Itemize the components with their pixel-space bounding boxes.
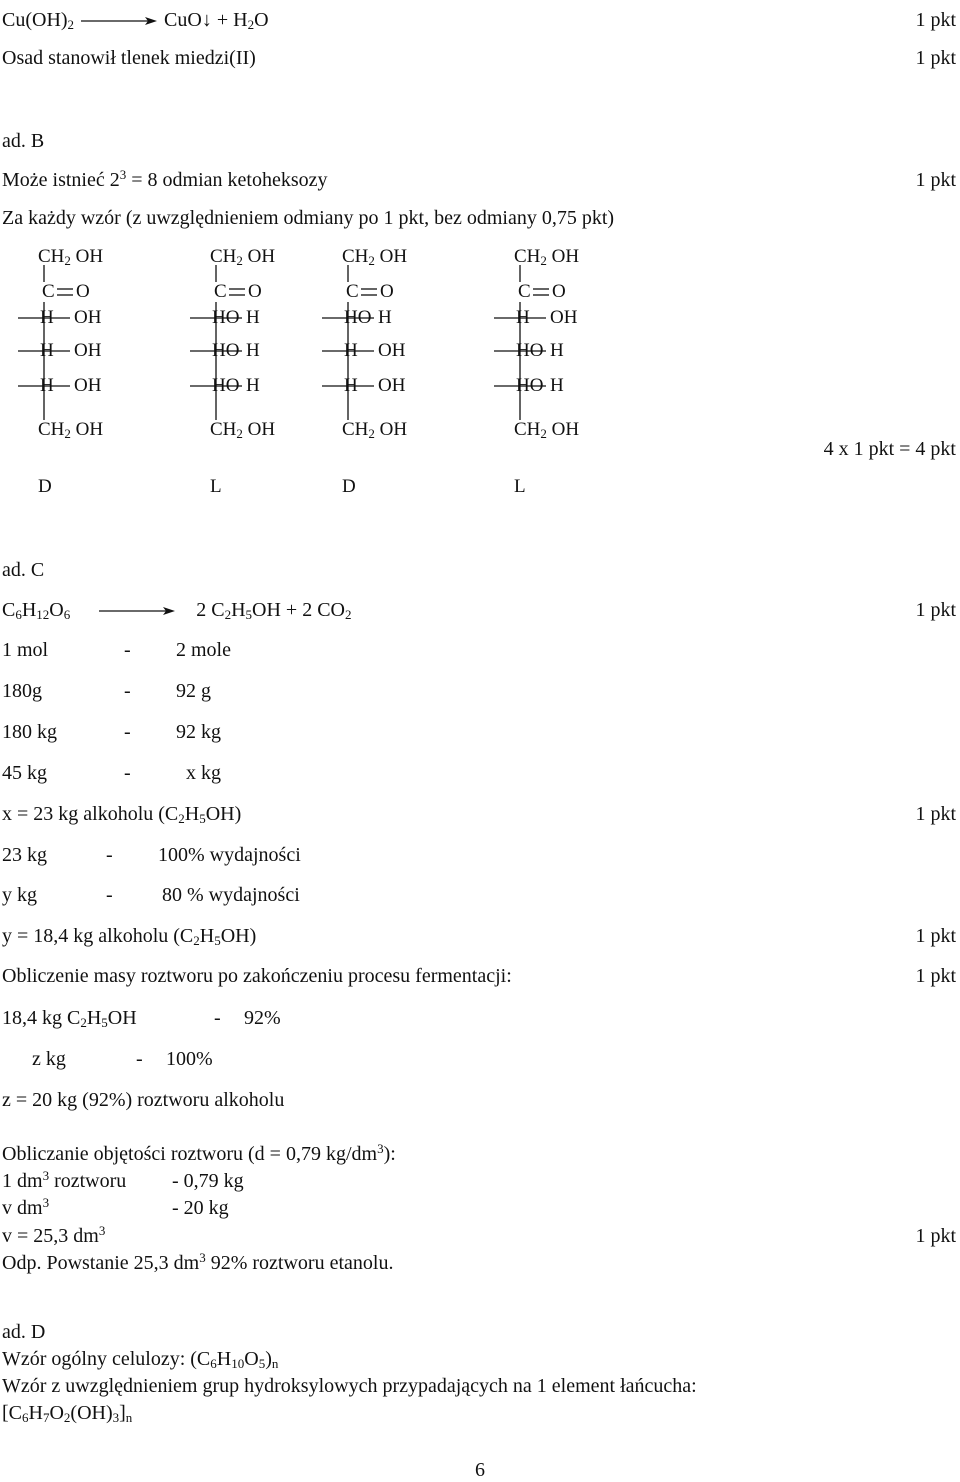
proportion-right: 92 kg [176,721,221,743]
subscript: 2 [63,1410,71,1425]
ch2oh-bottom: $CH_2$ OH [210,419,276,441]
carbonyl-carbon: C [214,281,227,302]
carbonyl-oxygen: O [380,281,394,302]
subscript: 12 [36,607,50,622]
stereo-right: OH [378,375,406,396]
proportion-dash: - [214,1007,221,1029]
superscript: 3 [199,1250,206,1265]
formula-part: O [49,599,64,621]
stereo-right: H [550,340,564,361]
points-label: 1 pkt [915,925,956,947]
stereo-right: H [246,307,260,328]
subscript: 2 [80,1015,87,1030]
result-text: x = 23 kg alkoholu (C [2,803,179,825]
carbonyl-oxygen: O [552,281,566,302]
formula-part: O [244,1348,259,1370]
formula-part: O [49,1402,64,1424]
result-text: OH) [220,925,257,947]
points-total: 4 x 1 pkt = 4 pkt [823,438,956,460]
fischer-bonds [480,0,620,460]
formula-part: (OH) [70,1402,113,1424]
formula-part: H [21,599,37,621]
formula-part: H [216,1348,232,1370]
subscript: 2 [247,17,255,32]
formula-part: H [28,1402,43,1424]
proportion-left: 45 kg [2,762,47,784]
section-label-b: ad. B [2,130,45,152]
volume-right: - 20 kg [172,1197,229,1219]
proportion-left [2,1006,137,1030]
superscript: 3 [42,1168,50,1183]
superscript: 3 [377,1141,384,1156]
answer-text: Odp. Powstanie 25,3 dm [2,1252,200,1274]
volume-left: v dm [2,1197,43,1219]
subscript: 6 [63,607,71,622]
answer-text-end: 92% roztworu etanolu. [205,1252,394,1274]
formula-part: C [2,599,16,621]
hydroxyl-formula [2,1401,132,1425]
hydroxyl-heading: Wzór z uwzględnieniem grup hydroksylowych przypadających na 1 element łańcucha: [2,1375,697,1397]
points-label: 1 pkt [915,1225,956,1247]
subscript: 6 [15,607,22,622]
stereo-right: OH [74,340,102,361]
product-water-o: O [254,9,269,31]
proportion-left: 180g [2,680,42,702]
formula-part: [C [2,1402,22,1424]
formula-part: ) [265,1348,272,1370]
stereo-right: OH [74,375,102,396]
fischer-bonds [4,0,144,460]
result-text: H [184,803,200,825]
section-label-d: ad. D [2,1321,46,1343]
configuration-label: L [514,476,526,497]
ch2oh-top: $CH_2$ OH [38,246,104,268]
precipitate-arrow-icon: ↓ [201,9,212,31]
carbonyl-oxygen: O [76,281,90,302]
proportion-left: y kg [2,884,37,906]
subscript: 5 [199,811,206,826]
subscript: n [125,1410,133,1425]
answer [2,1251,393,1275]
proportion-dash: - [124,721,131,743]
formula-part: OH + 2 CO [252,599,345,621]
superscript: 3 [119,167,127,182]
subscript: 7 [42,1410,50,1425]
points-label: 1 pkt [915,9,956,31]
ch2oh-bottom: $CH_2$ OH [514,419,580,441]
proportion-right: x kg [186,762,221,784]
product-water: + H [211,9,248,31]
proportion-left: 23 kg [2,844,47,866]
subscript: 2 [178,811,185,826]
equation-fermentation [2,598,352,622]
volume-heading [2,1142,396,1166]
subscript: 3 [112,1410,120,1425]
stereo-right: OH [550,307,578,328]
stereo-right: H [378,307,392,328]
volume-result-text: v = 25,3 dm [2,1225,99,1247]
points-label: 1 pkt [915,965,956,987]
carbonyl-carbon: C [518,281,531,302]
section-label-c: ad. C [2,559,45,581]
configuration-label: L [210,476,222,497]
subscript: 2 [224,607,232,622]
proportion-left: 1 mol [2,639,49,661]
proportion-right: 100% [166,1048,213,1070]
proportion-right: 100% wydajności [158,844,301,866]
subscript: 6 [210,1356,217,1371]
formula-part: H [231,599,246,621]
proportion-right: 92% [244,1007,281,1029]
reactant: Cu(OH) [2,9,68,31]
precipitate-statement: Osad stanowił tlenek miedzi(II) [2,47,256,69]
points-label: 1 pkt [915,47,956,69]
subscript: 2 [67,17,75,32]
formula-part: H [86,1007,102,1029]
result-text: OH) [205,803,242,825]
points-label: 1 pkt [915,169,956,191]
proportion-dash: - [124,762,131,784]
formula-part: OH [107,1007,137,1029]
volume-left-end: roztworu [49,1170,127,1192]
points-label: 1 pkt [915,599,956,621]
cellulose-formula [2,1347,278,1371]
ch2oh-top: $CH_2$ OH [514,246,580,268]
subscript: 5 [245,607,253,622]
proportion-dash: - [136,1048,143,1070]
reaction-arrow-icon [97,604,177,618]
proportion-dash: - [106,884,113,906]
subscript: 2 [345,607,352,622]
stereo-right: OH [74,307,102,328]
mass-calculation-heading: Obliczenie masy roztworu po zakończeniu procesu fermentacji: [2,965,512,987]
subscript: n [271,1356,279,1371]
subscript: 6 [22,1410,29,1425]
volume-result [2,1224,105,1248]
superscript: 3 [42,1195,50,1210]
formula-part: 18,4 kg C [2,1007,81,1029]
result-text: y = 18,4 kg alkoholu (C [2,925,194,947]
proportion-dash: - [124,639,131,661]
stereo-right: H [246,340,260,361]
volume-proportion-2 [2,1196,49,1220]
proportion-left: 180 kg [2,721,57,743]
stereo-right: H [550,375,564,396]
proportion-dash: - [124,680,131,702]
result-text: H [199,925,215,947]
proportion-left: z kg [32,1048,66,1070]
result-x [2,802,241,826]
volume-left: 1 dm [2,1170,43,1192]
proportion-right: 80 % wydajności [162,884,300,906]
volume-proportion-1 [2,1169,126,1193]
formula-part: Wzór ogólny celulozy: (C [2,1348,211,1370]
carbonyl-carbon: C [42,281,55,302]
ch2oh-top: $CH_2$ OH [210,246,276,268]
subscript: 5 [214,933,221,948]
points-label: 1 pkt [915,803,956,825]
fischer-bonds [176,0,316,460]
formula-part: 2 C [196,599,225,621]
result-z: z = 20 kg (92%) roztworu alkoholu [2,1089,285,1111]
ch2oh-bottom: $CH_2$ OH [38,419,104,441]
ch2oh-top: $CH_2$ OH [342,246,408,268]
configuration-label: D [342,476,356,497]
proportion-right: 92 g [176,680,211,702]
subscript: 10 [231,1356,245,1371]
volume-right: - 0,79 kg [172,1170,244,1192]
formula-part: ] [119,1402,126,1424]
configuration-label: D [38,476,52,497]
fischer-bonds [308,0,448,460]
superscript: 3 [98,1223,106,1238]
volume-text-end: ): [383,1143,396,1165]
proportion-dash: - [106,844,113,866]
variants-text-end: = 8 odmian ketoheksozy [126,169,328,191]
volume-text: Obliczanie objętości roztworu (d = 0,79 kg/dm [2,1143,378,1165]
variants-text: Może istnieć 2 [2,169,120,191]
carbonyl-oxygen: O [248,281,262,302]
subscript: 5 [101,1015,108,1030]
stereo-right: H [246,375,260,396]
proportion-right: 2 mole [176,639,231,661]
product-cuo: CuO [164,9,202,31]
stereo-right: OH [378,340,406,361]
page-number: 6 [475,1459,485,1481]
subscript: 2 [193,933,200,948]
ch2oh-bottom: $CH_2$ OH [342,419,408,441]
result-y [2,924,256,948]
carbonyl-carbon: C [346,281,359,302]
scoring-rule: Za każdy wzór (z uwzględnieniem odmiany po 1 pkt, bez odmiany 0,75 pkt) [2,207,615,229]
subscript: 5 [258,1356,266,1371]
